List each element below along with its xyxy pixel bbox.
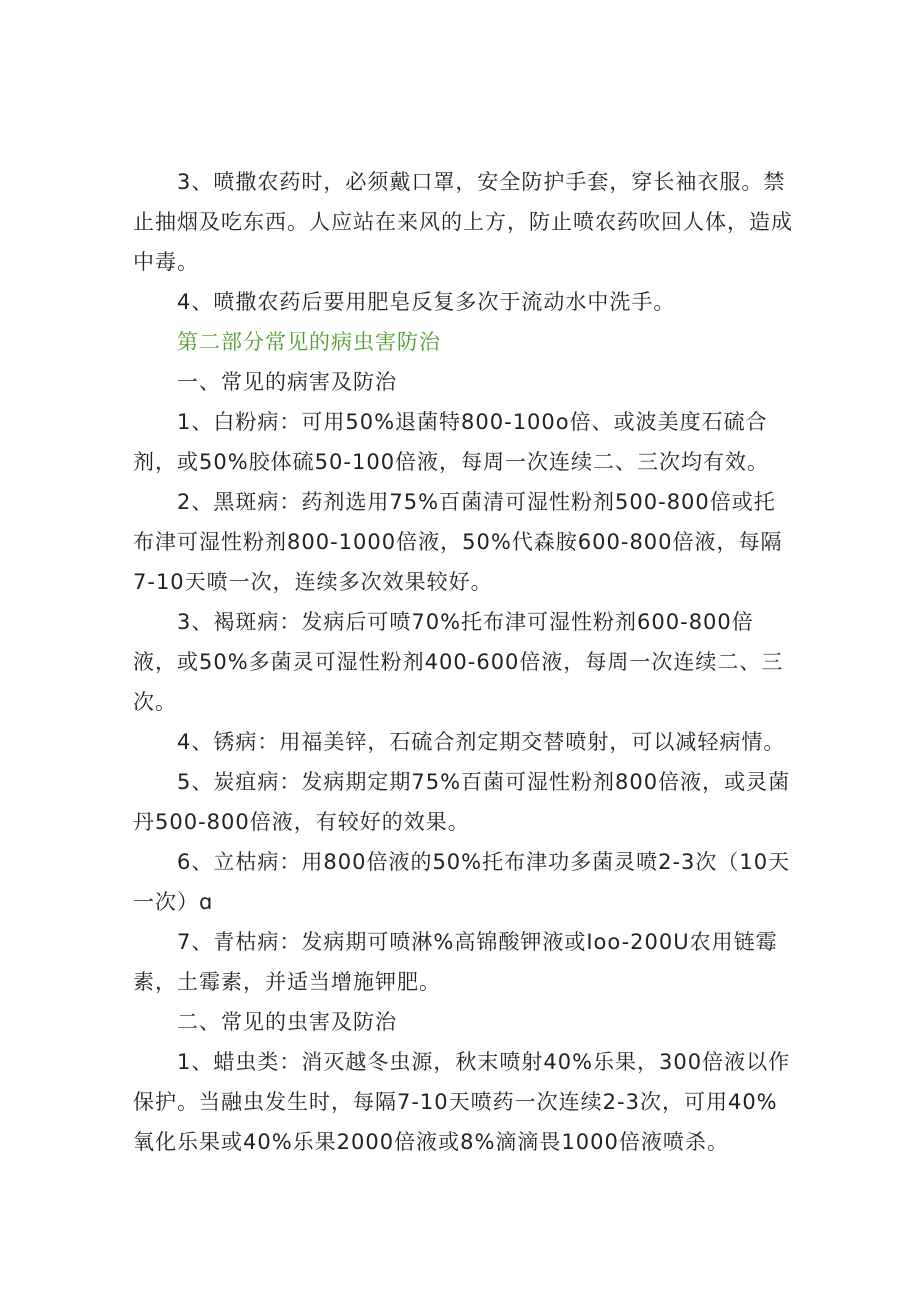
document-body: [133, 162, 793, 1162]
subheading-common-diseases: 一、常见的病害及防治: [177, 370, 397, 394]
section-heading-part-two: 第二部分常见的病虫害防治: [177, 330, 441, 354]
paragraph-scale-insects: 1、蜡虫类：消灭越冬虫源，秋末喷射40%乐果，300倍液以作保护。当融虫发生时，每隔7-10天喷药一次连续2-3次，可用40%氧化乐果或40%乐果2000倍液或8%滴滴畏1000倍液喷杀。: [133, 1050, 791, 1154]
paragraph-anthracnose: 5、炭疽病：发病期定期75%百菌可湿性粉剂800倍液，或灵菌丹500-800倍液，有较好的效果。: [133, 770, 791, 834]
paragraph-spray-safety: 3、喷撒农药时，必须戴口罩，安全防护手套，穿长袖衣服。禁止抽烟及吃东西。人应站在来风的上方，防止喷农药吹回人体，造成中毒。: [133, 170, 793, 274]
subheading-common-pests: 二、常见的虫害及防治: [177, 1010, 397, 1034]
paragraph-rust: 4、锈病：用福美锌，石硫合剂定期交替喷射，可以减轻病情。: [177, 730, 786, 754]
paragraph-powdery-mildew: 1、白粉病：可用50%退菌特800-100o倍、或波美度石硫合剂，或50%胶体硫50-100倍液，每周一次连续二、三次均有效。: [133, 410, 770, 474]
paragraph-brown-spot: 3、褐斑病：发病后可喷70%托布津可湿性粉剂600-800倍液，或50%多菌灵可湿性粉剂400-600倍液，每周一次连续二、三次。: [133, 610, 784, 714]
paragraph-green-wilt: 7、青枯病：发病期可喷淋%高锦酸钾液或Ioo-200U农用链霉素，土霉素，并适当增施钾肥。: [133, 930, 778, 994]
paragraph-wash-hands: 4、喷撒农药后要用肥皂反复多次于流动水中洗手。: [177, 290, 676, 314]
paragraph-damping-off: 6、立枯病：用800倍液的50%托布津功多菌灵喷2-3次（10天一次）ɑ: [133, 850, 791, 914]
paragraph-black-spot: 2、黑斑病：药剂选用75%百菌清可湿性粉剂500-800倍或托布津可湿性粉剂800-1000倍液，50%代森胺600-800倍液，每隔7-10天喷一次，连续多次效果较好。: [133, 490, 783, 594]
